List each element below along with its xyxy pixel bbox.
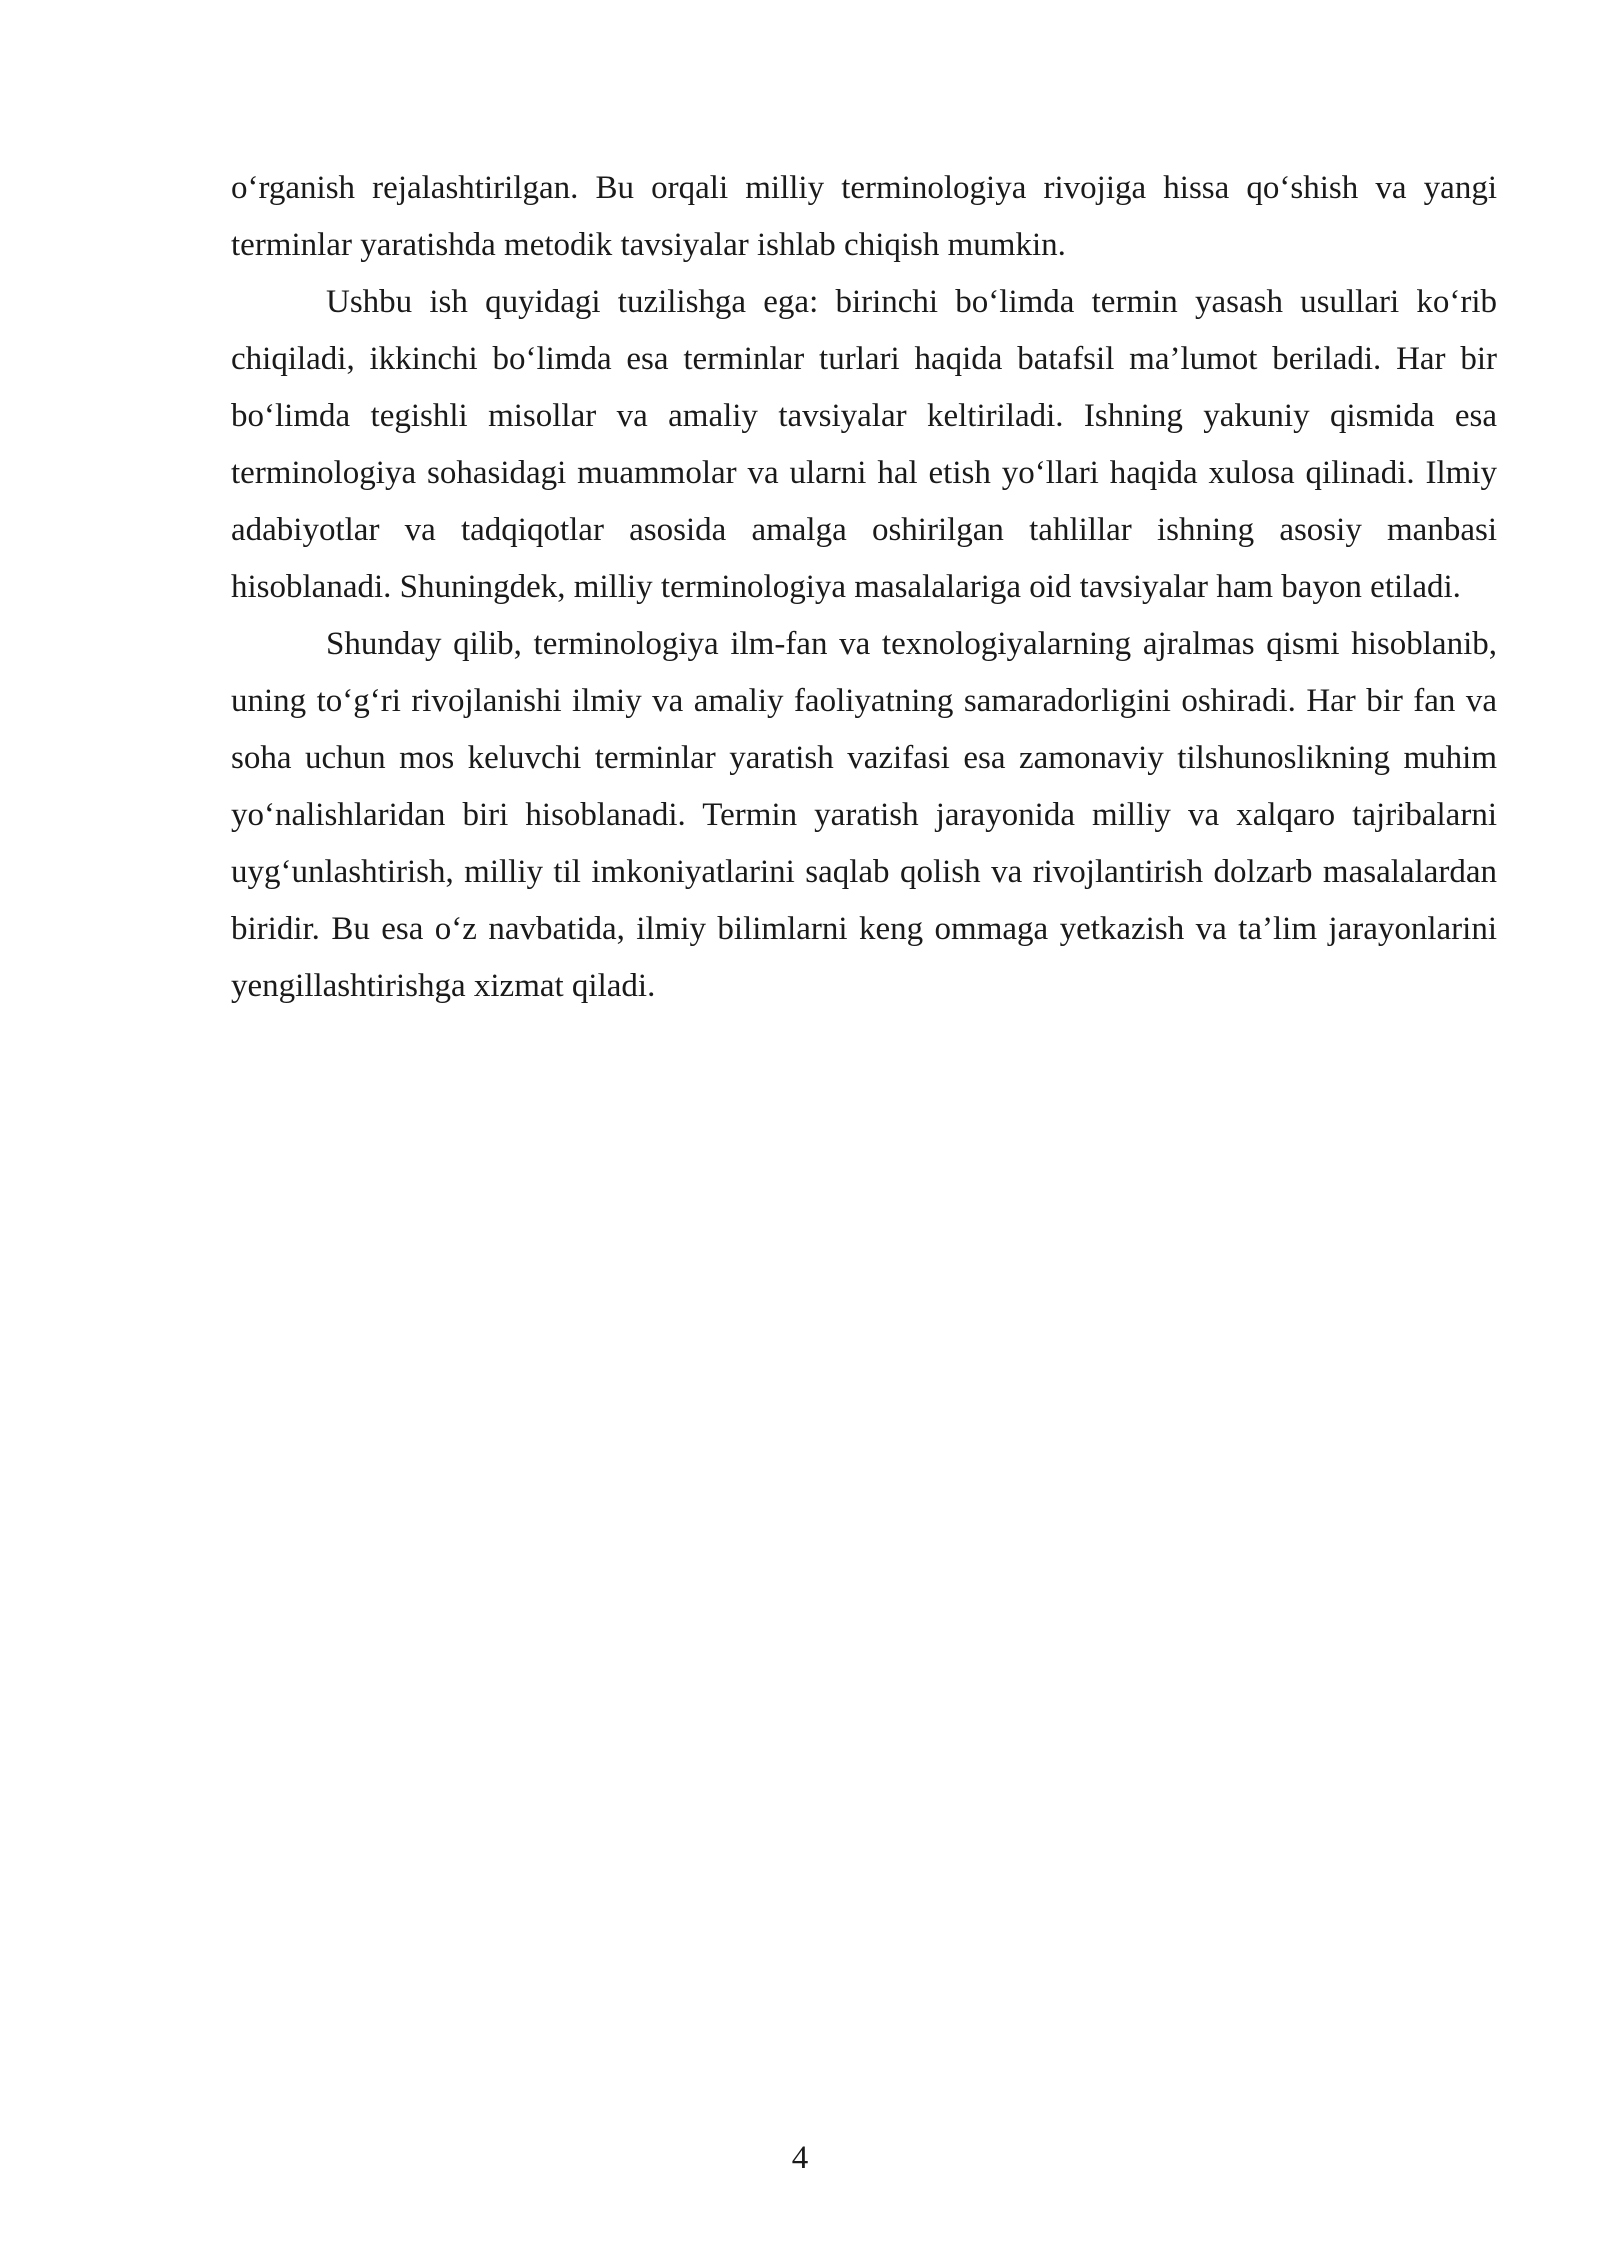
body-text	[231, 160, 1497, 1015]
page-number: 4	[791, 2140, 809, 2176]
paragraph-continued: o‘rganish rejalashtirilgan. Bu orqali milliy terminologiya rivojiga hissa qo‘shish va yangi terminlar yaratishda metodik tavsiyalar ishlab chiqish mumkin.	[231, 170, 1497, 263]
paragraph-conclusion: Shunday qilib, terminologiya ilm-fan va texnologiyalarning ajralmas qismi hisoblanib, uning to‘g‘ri rivojlanishi ilmiy va amaliy faoliyatning samaradorligini oshiradi. Har bir fan va soha uchun mos keluvchi terminlar yaratish vazifasi esa zamonaviy tilshunoslikning muhim yo‘nalishlaridan biri hisoblanadi. Termin yaratish jarayonida milliy va xalqaro tajribalarni uyg‘unlashtirish, milliy til imkoniyatlarini saqlab qolish va rivojlantirish dolzarb masalalardan biridir. Bu esa o‘z navbatida, ilmiy bilimlarni keng ommaga yetkazish va ta’lim jarayonlarini yengillashtirishga xizmat qiladi.	[231, 626, 1497, 1004]
paragraph-structure: Ushbu ish quyidagi tuzilishga ega: birinchi bo‘limda termin yasash usullari ko‘rib chiqiladi, ikkinchi bo‘limda esa terminlar turlari haqida batafsil ma’lumot beriladi. Har bir bo‘limda tegishli misollar va amaliy tavsiyalar keltiriladi. Ishning yakuniy qismida esa terminologiya sohasidagi muammolar va ularni hal etish yo‘llari haqida xulosa qilinadi. Ilmiy adabiyotlar va tadqiqotlar asosida amalga oshirilgan tahlillar ishning asosiy manbasi hisoblanadi. Shuningdek, milliy terminologiya masalalariga oid tavsiyalar ham bayon etiladi.	[231, 284, 1497, 605]
